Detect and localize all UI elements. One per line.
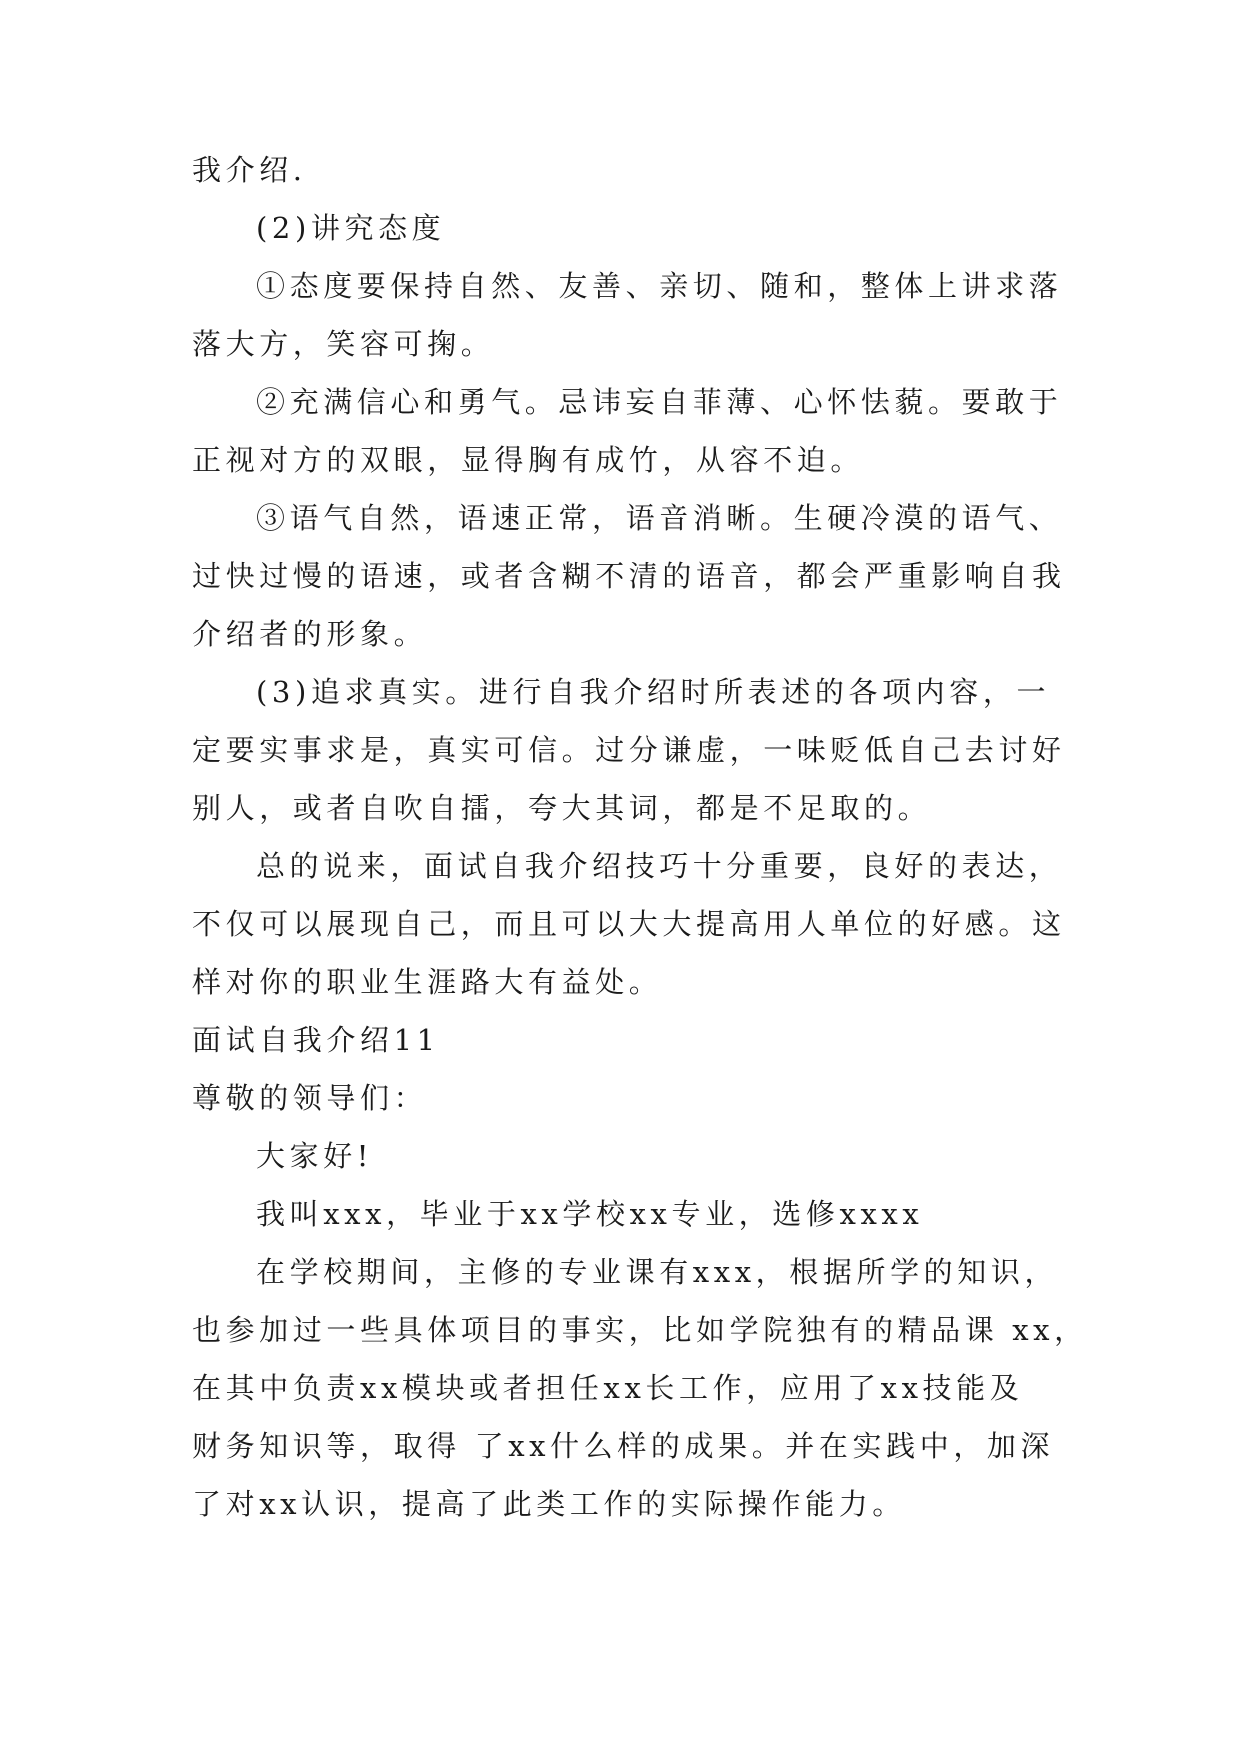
text-line: 过快过慢的语速，或者含糊不清的语音，都会严重影响自我: [192, 559, 1066, 593]
text-line: 总的说来，面试自我介绍技巧十分重要，良好的表达，: [256, 849, 1063, 883]
text-line: 别人，或者自吹自擂，夸大其词，都是不足取的。: [192, 791, 932, 825]
text-line: ②充满信心和勇气。忌讳妄自菲薄、心怀怯藐。要敢于: [256, 385, 1063, 419]
text-line: ①态度要保持自然、友善、亲切、随和，整体上讲求落: [256, 269, 1063, 303]
text-line: 财务知识等，取得 了xx什么样的成果。并在实践中，加深: [192, 1429, 1055, 1463]
text-line: 正视对方的双眼，显得胸有成竹，从容不迫。: [192, 443, 865, 477]
text-line: 不仅可以展现自己，而且可以大大提高用人单位的好感。这: [192, 907, 1066, 941]
section-heading: 面试自我介绍11: [192, 1023, 440, 1057]
text-line: 在学校期间，主修的专业课有xxx，根据所学的知识，: [256, 1255, 1059, 1289]
text-line: (3)追求真实。进行自我介绍时所表述的各项内容，一: [256, 675, 1051, 709]
text-line: (2)讲究态度: [256, 211, 446, 245]
text-line: 我叫xxx，毕业于xx学校xx专业，选修xxxx: [256, 1197, 924, 1231]
text-line: 样对你的职业生涯路大有益处。: [192, 965, 663, 999]
salutation: 尊敬的领导们：: [192, 1081, 428, 1115]
text-line: 介绍者的形象。: [192, 617, 428, 651]
greeting: 大家好!: [256, 1139, 374, 1173]
text-line: 我介绍.: [192, 153, 307, 187]
text-line: 定要实事求是，真实可信。过分谦虚，一味贬低自己去讨好: [192, 733, 1066, 767]
text-line: 落大方，笑容可掬。: [192, 327, 495, 361]
text-line: 也参加过一些具体项目的事实，比如学院独有的精品课 xx，: [192, 1313, 1088, 1347]
text-line: 在其中负责xx模块或者担任xx长工作，应用了xx技能及: [192, 1371, 1024, 1405]
text-line: 了对xx认识，提高了此类工作的实际操作能力。: [192, 1487, 906, 1521]
text-line: ③语气自然，语速正常，语音消晰。生硬冷漠的语气、: [256, 501, 1063, 535]
